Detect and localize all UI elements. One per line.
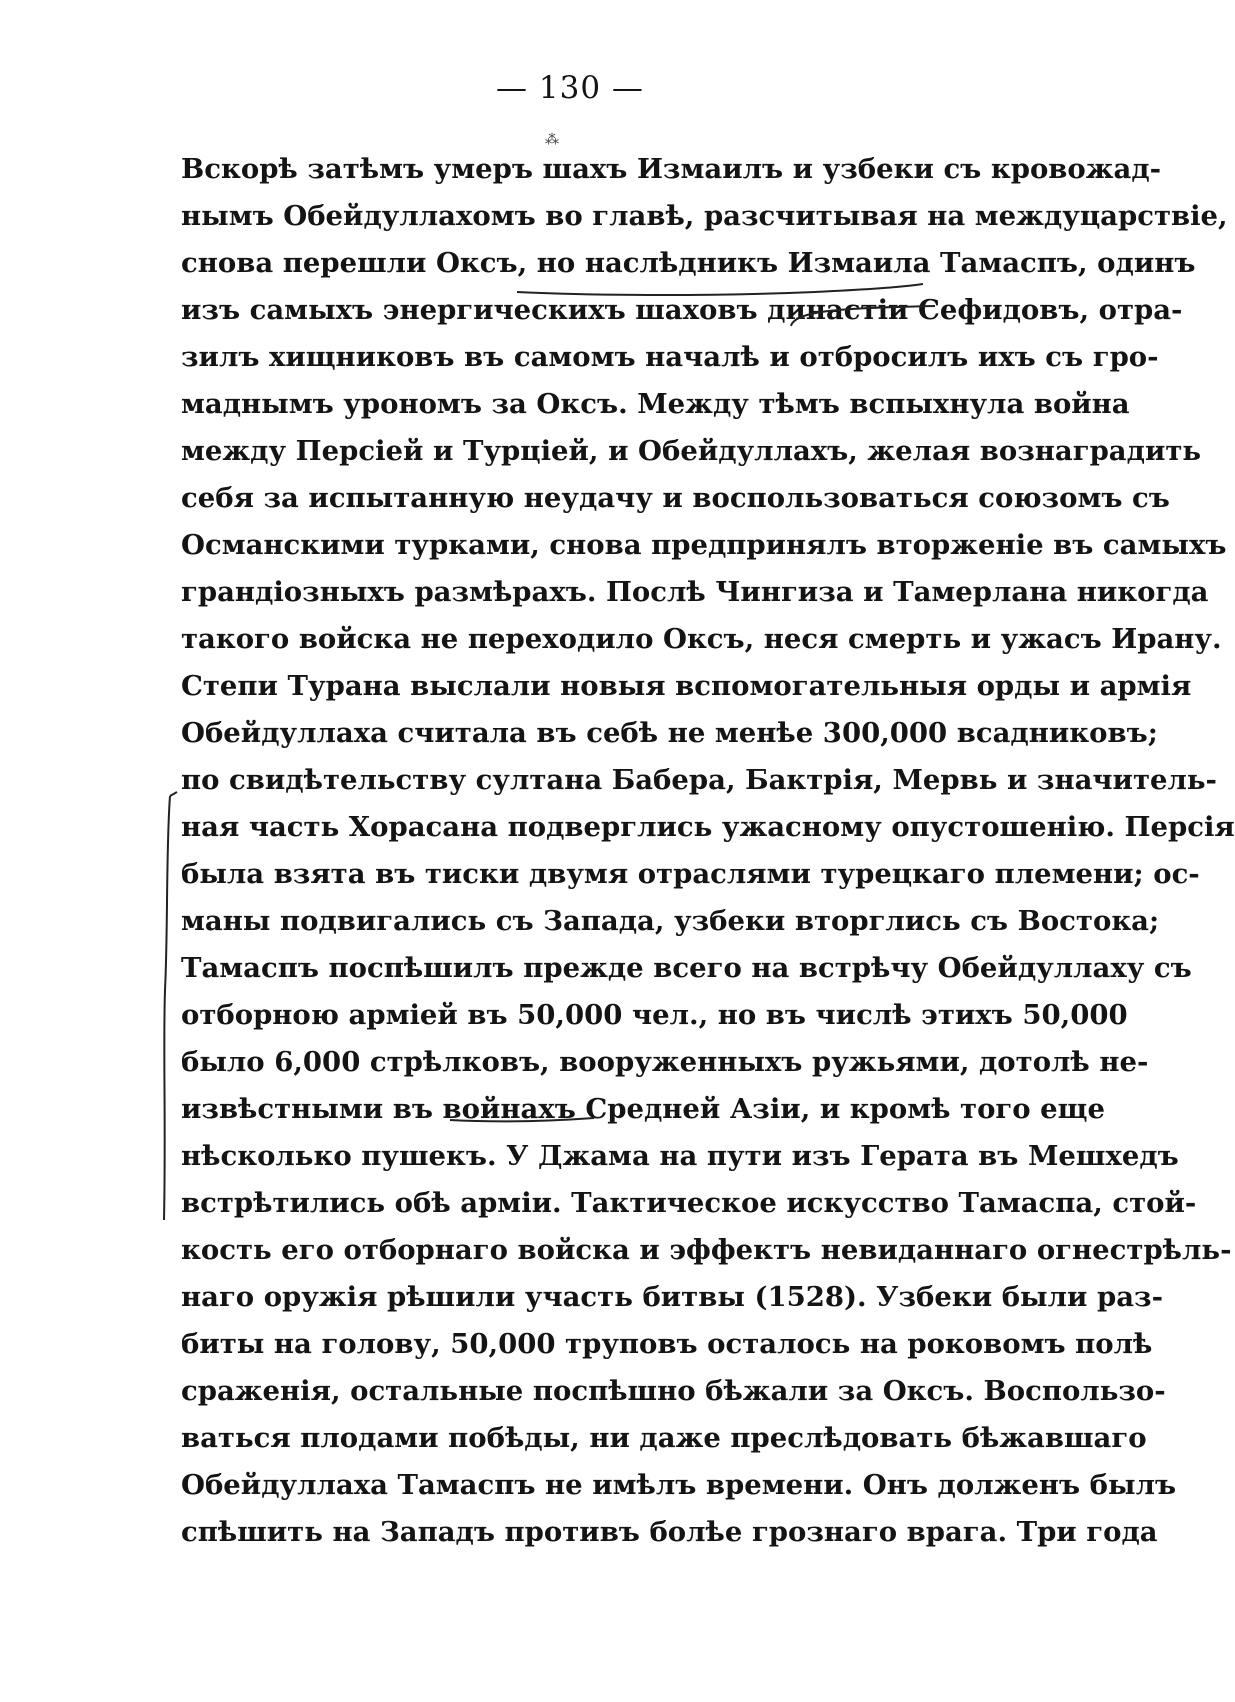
text-line: было 6,000 стрѣлковъ, вооруженныхъ ружьями, дотолѣ не-	[181, 1046, 1149, 1078]
text-line: изъ самыхъ энергическихъ шаховъ династіи Сефидовъ, отра-	[181, 294, 1183, 326]
text-line: отборною арміей въ 50,000 чел., но въ числѣ этихъ 50,000	[181, 999, 1128, 1031]
text-line: спѣшить на Западъ противъ болѣе грознаго врага. Три года	[181, 1516, 1158, 1548]
text-line: нымъ Обейдуллахомъ во главѣ, разсчитывая на междуцарствіе,	[181, 200, 1228, 232]
text-line: такого войска не переходило Оксъ, неся смерть и ужасъ Ирану.	[181, 623, 1222, 655]
text-line: была взята въ тиски двумя отраслями турецкаго племени; ос-	[181, 858, 1200, 890]
text-line: Обейдуллаха Тамаспъ не имѣлъ времени. Онъ долженъ былъ	[181, 1469, 1177, 1501]
text-line: биты на голову, 50,000 труповъ осталось на роковомъ полѣ	[181, 1328, 1153, 1360]
text-line: Тамаспъ поспѣшилъ прежде всего на встрѣчу Обейдуллаху съ	[181, 952, 1192, 984]
text-line: ваться плодами побѣды, ни даже преслѣдовать бѣжавшаго	[181, 1422, 1147, 1454]
text-line: по свидѣтельству султана Бабера, Бактрія, Мервь и значитель-	[181, 764, 1217, 796]
text-line: сраженія, остальные поспѣшно бѣжали за Оксъ. Воспользо-	[181, 1375, 1166, 1407]
text-line: маны подвигались съ Запада, узбеки вторглись съ Востока;	[181, 905, 1160, 937]
text-line: извѣстными въ войнахъ Средней Азіи, и кромѣ того еще	[181, 1093, 1105, 1125]
text-line: маднымъ урономъ за Оксъ. Между тѣмъ вспыхнула война	[181, 388, 1130, 420]
text-line: Вскорѣ затѣмъ умеръ шахъ Измаилъ и узбеки съ кровожад-	[181, 153, 1162, 185]
text-line: кость его отборнаго войска и эффектъ невиданнаго огнестрѣль-	[181, 1234, 1232, 1266]
text-line: ная часть Хорасана подверглись ужасному опустошенію. Персія	[181, 811, 1235, 843]
text-line: наго оружія рѣшили участь битвы (1528). Узбеки были раз-	[181, 1281, 1163, 1313]
page-number: — 130 —	[496, 70, 644, 106]
ink-mark-icon: ⁂	[545, 132, 559, 148]
text-line: Степи Турана выслали новыя вспомогательныя орды и армія	[181, 670, 1192, 702]
text-line: грандіозныхъ размѣрахъ. Послѣ Чингиза и Тамерлана никогда	[181, 576, 1209, 608]
text-line: зилъ хищниковъ въ самомъ началѣ и отбросилъ ихъ съ гро-	[181, 341, 1159, 373]
text-line: Обейдуллаха считала въ себѣ не менѣе 300,000 всадниковъ;	[181, 717, 1158, 749]
text-line: нѣсколько пушекъ. У Джама на пути изъ Герата въ Мешхедъ	[181, 1140, 1179, 1172]
text-line: встрѣтились обѣ арміи. Тактическое искусство Тамаспа, стой-	[181, 1187, 1197, 1219]
text-line: Османскими турками, снова предпринялъ вторженіе въ самыхъ	[181, 529, 1227, 561]
text-line: себя за испытанную неудачу и воспользоваться союзомъ съ	[181, 482, 1170, 514]
body-text	[181, 146, 1235, 1556]
text-line: между Персіей и Турціей, и Обейдуллахъ, желая вознаградить	[181, 435, 1202, 467]
text-line: снова перешли Оксъ, но наслѣдникъ Измаила Тамаспъ, одинъ	[181, 247, 1196, 279]
